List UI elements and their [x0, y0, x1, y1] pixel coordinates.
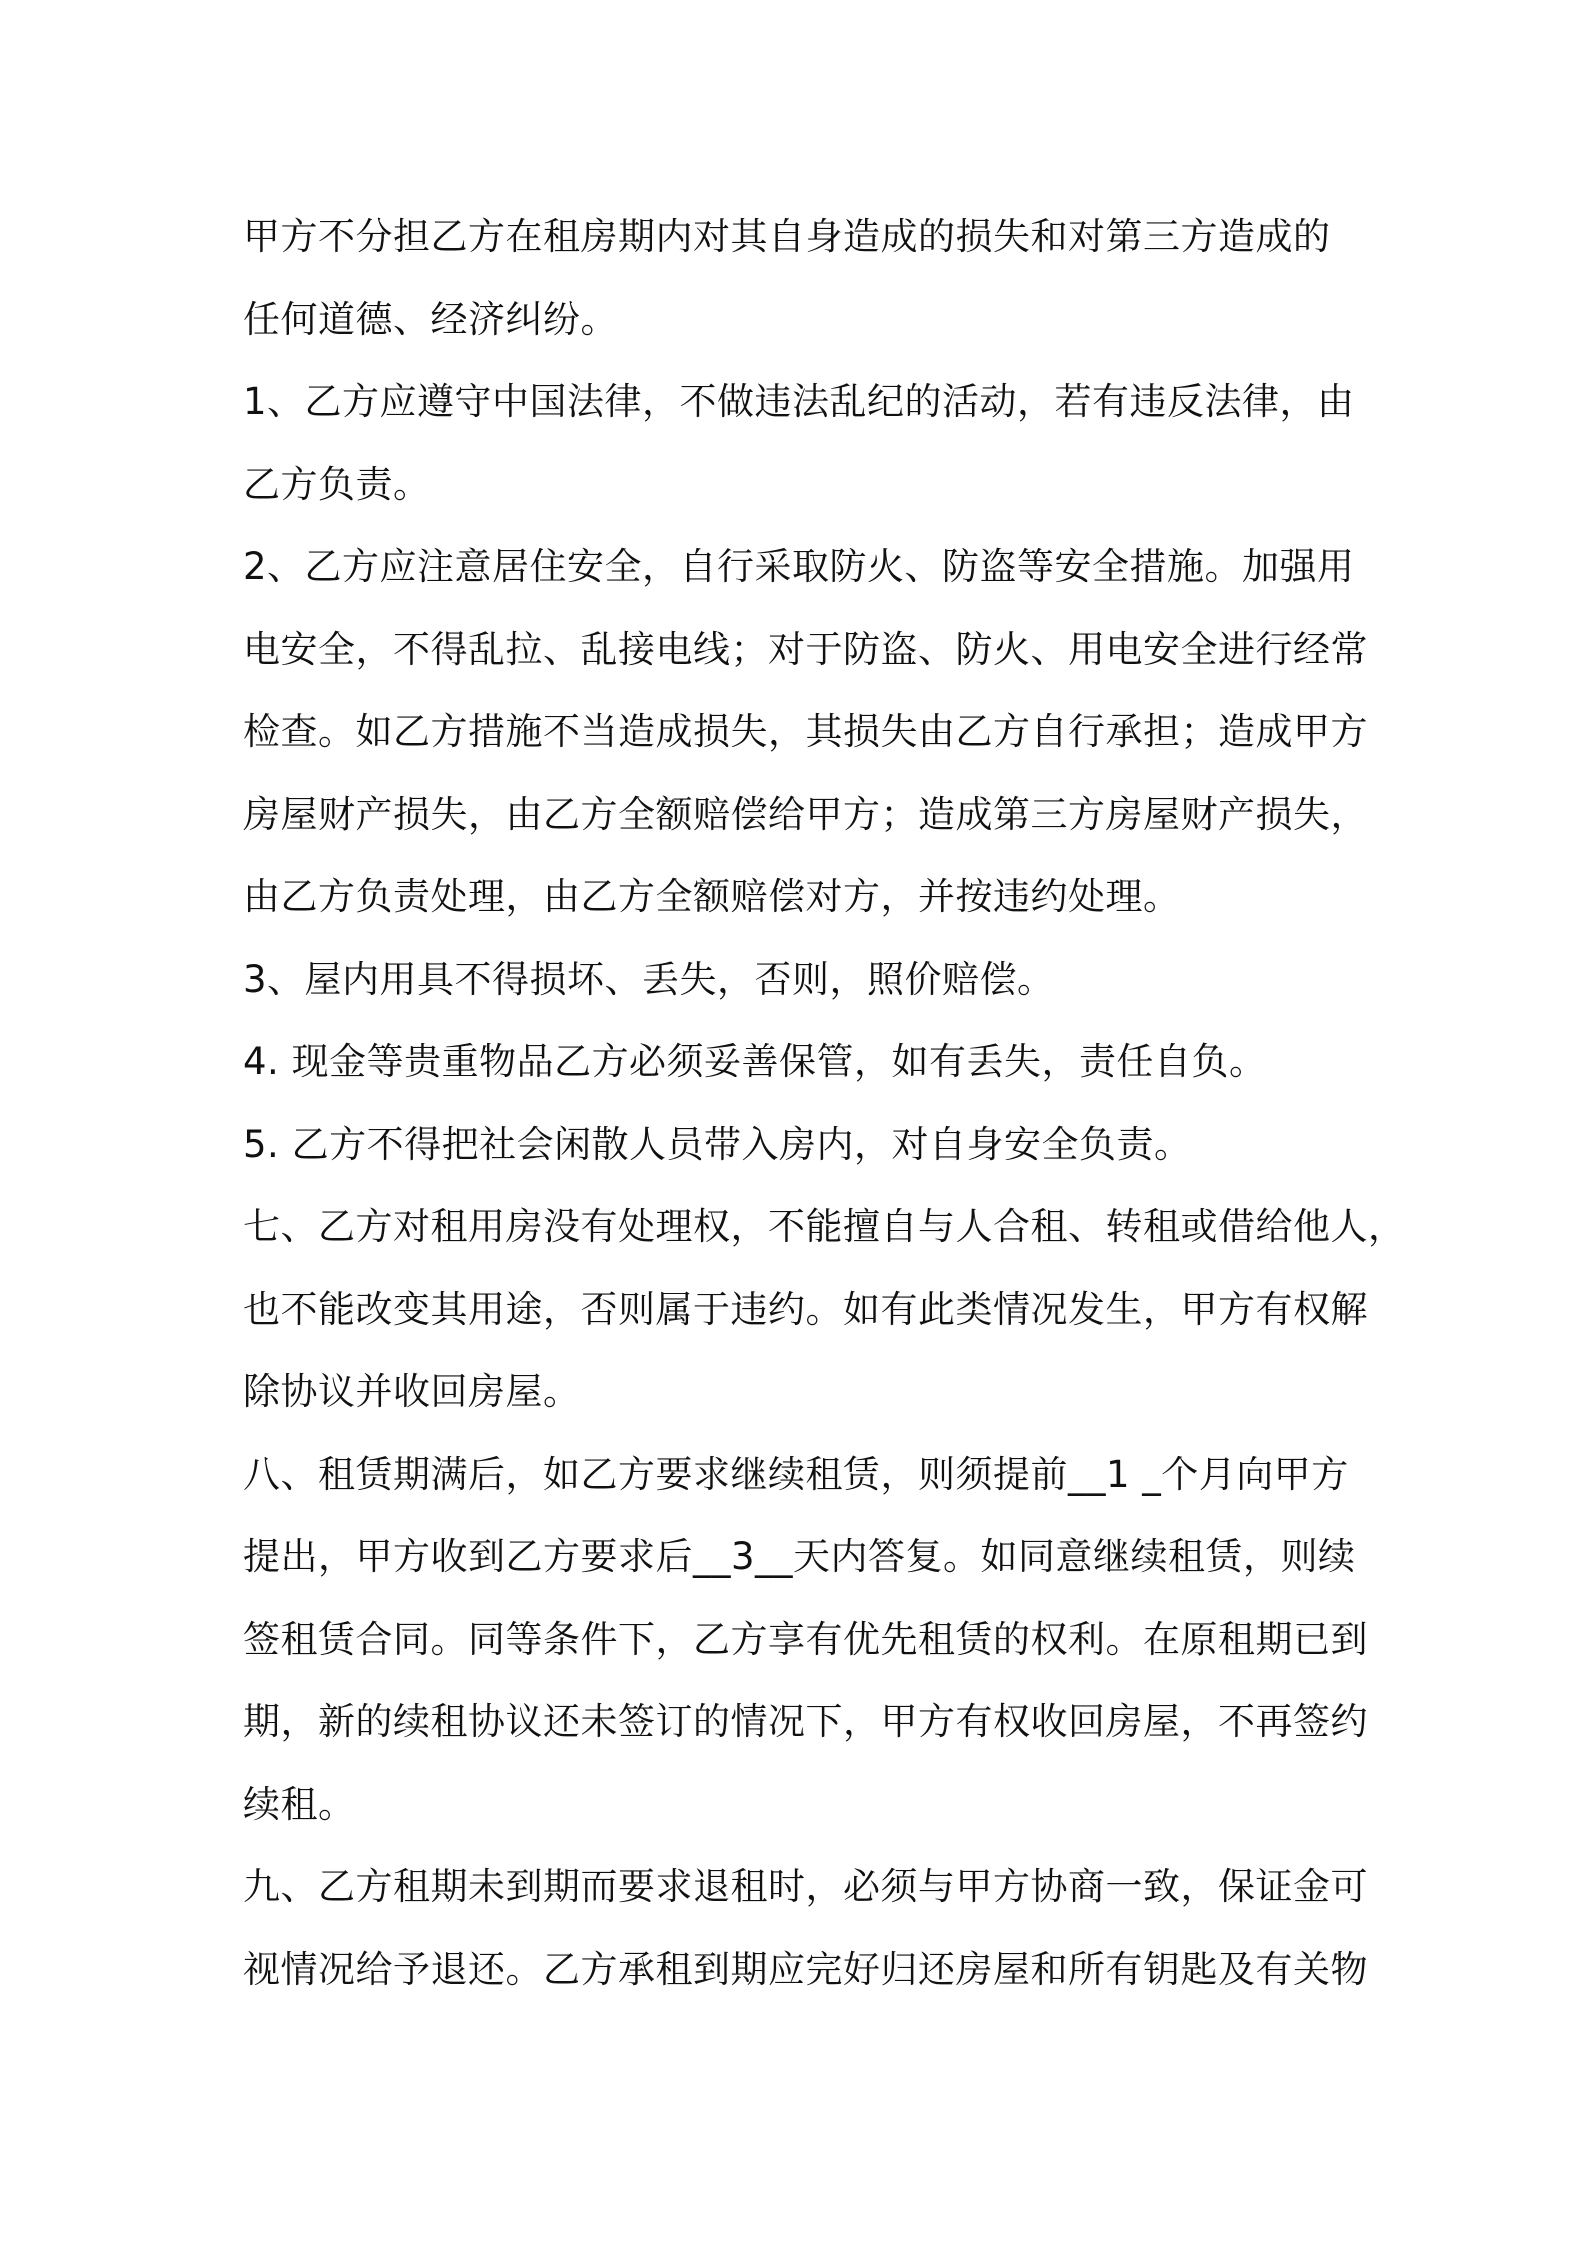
- text-line: 4. 现金等贵重物品乙方必须妥善保管，如有丢失，责任自负。: [243, 1040, 1267, 1083]
- text-line: 视情况给予退还。乙方承租到期应完好归还房屋和所有钥匙及有关物: [243, 1947, 1368, 1991]
- text-line: 2、乙方应注意居住安全，自行采取防火、防盗等安全措施。加强用: [243, 545, 1355, 588]
- text-line: 九、乙方租期未到期而要求退租时，必须与甲方协商一致，保证金可: [243, 1865, 1368, 1908]
- text-line: 提出，甲方收到乙方要求后__3__天内答复。如同意继续租赁，则续: [243, 1535, 1356, 1578]
- text-line: 八、租赁期满后，如乙方要求继续租赁，则须提前__1 _个月向甲方: [243, 1452, 1349, 1496]
- document-body: [243, 196, 1406, 2011]
- text-line: 房屋财产损失，由乙方全额赔偿给甲方；造成第三方房屋财产损失，: [243, 792, 1368, 836]
- text-line: 5. 乙方不得把社会闲散人员带入房内，对自身安全负责。: [243, 1122, 1192, 1166]
- text-line: 1、乙方应遵守中国法律，不做违法乱纪的活动，若有违反法律，由: [243, 380, 1355, 423]
- text-line: 续租。: [243, 1782, 356, 1826]
- text-line: 电安全，不得乱拉、乱接电线；对于防盗、防火、用电安全进行经常: [243, 627, 1368, 671]
- text-line: 签租赁合同。同等条件下，乙方享有优先租赁的权利。在原租期已到: [243, 1617, 1368, 1661]
- text-line: 七、乙方对租用房没有处理权，不能擅自与人合租、转租或借给他人，: [243, 1205, 1406, 1248]
- text-line: 甲方不分担乙方在租房期内对其自身造成的损失和对第三方造成的: [243, 215, 1331, 258]
- text-line: 乙方负责。: [243, 462, 431, 506]
- text-line: 期，新的续租协议还未签订的情况下，甲方有权收回房屋，不再签约: [243, 1700, 1368, 1743]
- text-line: 任何道德、经济纠纷。: [243, 297, 618, 341]
- text-line: 检查。如乙方措施不当造成损失，其损失由乙方自行承担；造成甲方: [243, 710, 1368, 753]
- text-line: 也不能改变其用途，否则属于违约。如有此类情况发生，甲方有权解: [243, 1287, 1368, 1331]
- text-line: 3、屋内用具不得损坏、丢失，否则，照价赔偿。: [243, 957, 1055, 1001]
- text-line: 除协议并收回房屋。: [243, 1370, 581, 1413]
- text-line: 由乙方负责处理，由乙方全额赔偿对方，并按违约处理。: [243, 875, 1181, 918]
